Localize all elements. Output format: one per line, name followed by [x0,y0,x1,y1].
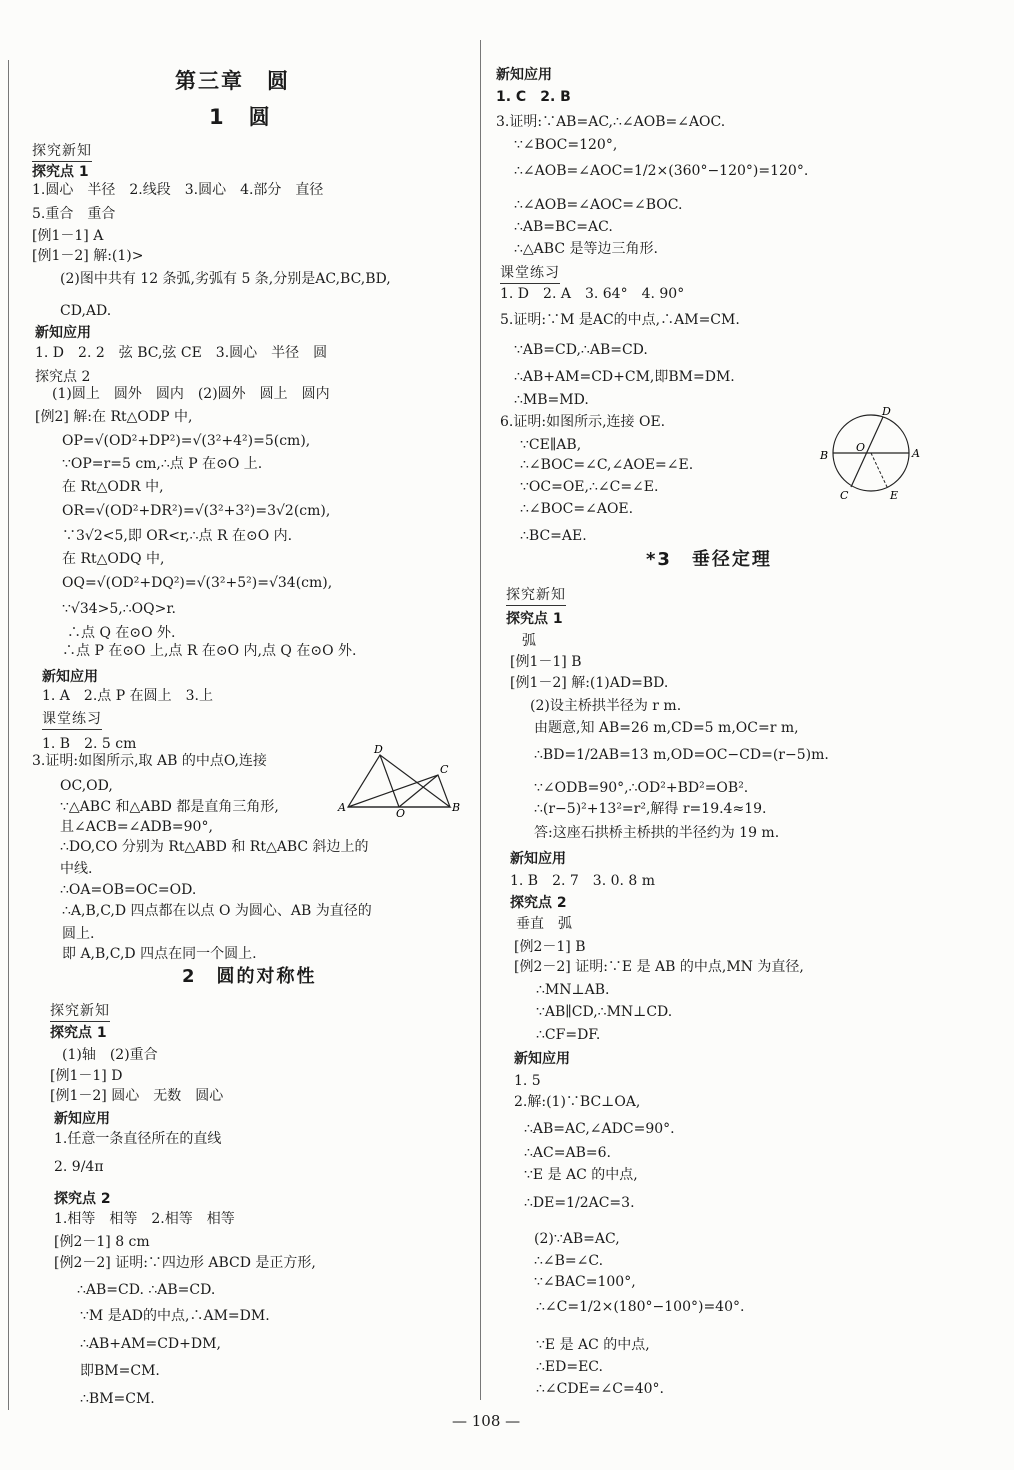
left-lines1-line: 探究新知 [32,142,92,162]
right-lines2-line: 探究新知 [506,586,566,606]
right-lines2-line: ∵∠ODB=90°,∴OD²+BD²=OB². [534,780,749,796]
right-lines1-line: ∴∠AOB=∠AOC=1/2×(360°−120°)=120°. [514,163,809,179]
circle-label-o: O [856,441,866,454]
right-lines2-line: 1. B 2. 7 3. 0. 8 m [510,873,656,889]
right-lines1-line: ∴AB=BC=AC. [514,219,613,235]
left-lines1-line: 探究点 1 [32,164,89,180]
left-lines1-line: OP=√(OD²+DP²)=√(3²+4²)=5(cm), [62,433,311,449]
left-lines1-line: (2)图中共有 12 条弧,劣弧有 5 条,分别是AC,BC,BD, [60,271,391,287]
right-lines1-line: 新知应用 [496,67,552,83]
left-lines1-line: OQ=√(OD²+DQ²)=√(3²+5²)=√34(cm), [62,575,333,591]
left-lines2-line: 探究新知 [50,1002,110,1022]
right-lines1-line: ∴MB=MD. [514,392,589,408]
right-lines2-line: 探究点 2 [510,895,567,911]
right-lines2-line: [例1－2] 解:(1)AD=BD. [510,675,669,691]
right-lines2-line: ∵E 是 AC 的中点, [524,1167,638,1183]
right-lines2-line: ∴∠CDE=∠C=40°. [536,1381,664,1397]
left-lines1-line: 1. A 2.点 P 在圆上 3.上 [42,688,213,704]
right-lines2-line: 新知应用 [510,851,566,867]
left-lines1-line: 3.证明:如图所示,取 AB 的中点O,连接 [32,753,267,769]
left-lines1-line: (1)圆上 圆外 圆内 (2)圆外 圆上 圆内 [52,386,330,402]
left-lines2-line: 新知应用 [54,1111,110,1127]
circle-label-b: B [820,449,829,462]
left-lines1-line: 在 Rt△ODQ 中, [62,551,165,567]
left-lines1-line: 即 A,B,C,D 四点在同一个圆上. [62,946,257,962]
left-lines1-line: 1.圆心 半径 2.线段 3.圆心 4.部分 直径 [32,182,324,198]
left-lines1-line: ∴OA=OB=OC=OD. [60,882,197,898]
right-lines2-line: 1. 5 [514,1073,541,1089]
left-lines1-line: 探究点 2 [35,369,91,385]
right-lines1-line: ∴BC=AE. [520,528,587,544]
left-lines2-line: 1.任意一条直径所在的直线 [54,1131,222,1147]
left-lines1-line: 5.重合 重合 [32,206,116,222]
right-lines1-line: ∴∠BOC=∠C,∠AOE=∠E. [520,457,694,473]
left-lines2-line: [例2－2] 证明:∵四边形 ABCD 是正方形, [54,1255,316,1271]
right-lines1-line: 1. C 2. B [496,89,571,105]
right-lines2-line: ∴∠B=∠C. [534,1253,604,1269]
right-lines2-line: 弧 [522,633,536,649]
left-lines1-line: [例2] 解:在 Rt△ODP 中, [35,409,193,425]
right-lines2-line: ∵AB∥CD,∴MN⊥CD. [536,1004,673,1020]
right-lines2-line: 由题意,知 AB=26 m,CD=5 m,OC=r m, [534,720,799,736]
left-lines1-line: 1. D 2. 2 弦 BC,弦 CE 3.圆心 半径 圆 [35,345,328,361]
left-lines1-line: [例1－2] 解:(1)> [32,248,144,264]
left-lines2-line: [例1－2] 圆心 无数 圆心 [50,1088,224,1104]
right-lines1-line: ∵OC=OE,∴∠C=∠E. [520,479,659,495]
right-lines1-line: 课堂练习 [500,264,560,284]
page-number: — 108 — [452,1412,521,1430]
left-lines1-line: 1. B 2. 5 cm [42,736,137,752]
right-lines1-line: ∴△ABC 是等边三角形. [514,241,658,257]
fig-label-a: A [338,801,346,814]
section-1-title: 1 圆 [209,105,272,129]
right-lines2-line: 答:这座石拱桥主桥拱的半径约为 19 m. [534,825,780,841]
right-lines2-line: 探究点 1 [506,611,563,627]
right-lines2-line: 新知应用 [514,1051,570,1067]
right-lines1-line: ∴∠BOC=∠AOE. [520,501,634,517]
circle-label-d: D [882,405,891,418]
fig-label-d: D [374,745,383,756]
left-lines1-line: 圆上. [62,926,95,942]
left-lines2-line: [例1－1] D [50,1068,123,1084]
left-lines1-line: [例1－1] A [32,228,104,244]
left-lines1-line: 且∠ACB=∠ADB=90°, [60,819,213,835]
right-lines1-line: 3.证明:∵AB=AC,∴∠AOB=∠AOC. [496,114,726,130]
fig-label-o: O [396,807,406,817]
right-lines1-line: 6.证明:如图所示,连接 OE. [500,414,666,430]
right-lines2-line: ∵∠BAC=100°, [534,1274,636,1290]
left-lines1-line: OC,OD, [60,778,113,794]
left-lines1-line: 新知应用 [35,325,91,341]
left-lines1-line: ∵OP=r=5 cm,∴点 P 在⊙O 上. [62,456,263,472]
left-lines2-line: 即BM=CM. [80,1363,160,1379]
column-divider [480,40,481,1400]
left-lines2-line: [例2－1] 8 cm [54,1234,150,1250]
right-lines1-line: ∵CE∥AB, [520,437,582,453]
right-lines2-line: ∵E 是 AC 的中点, [536,1337,650,1353]
right-lines2-line: ∴(r−5)²+13²=r²,解得 r=19.4≈19. [534,801,767,817]
left-margin-line [8,60,9,1410]
section-2-title: 2 圆的对称性 [182,966,317,987]
left-lines1-line: ∵√34>5,∴OQ>r. [62,601,176,617]
left-lines1-line: ∴点 P 在⊙O 上,点 R 在⊙O 内,点 Q 在⊙O 外. [62,643,357,659]
right-lines1-line: ∵∠BOC=120°, [514,137,618,153]
right-lines2-line: ∴MN⊥AB. [536,982,610,998]
section-3-title: *3 垂径定理 [646,549,772,570]
circle-label-a: A [912,447,920,460]
right-lines2-line: [例2－2] 证明:∵E 是 AB 的中点,MN 为直径, [514,959,804,975]
left-lines2-line: ∴BM=CM. [80,1391,155,1407]
left-lines1-line: 在 Rt△ODR 中, [62,479,164,495]
fig-label-c: C [440,763,449,776]
right-lines2-line: ∴CF=DF. [536,1027,601,1043]
left-lines2-line: 探究点 1 [50,1025,107,1041]
left-lines1-line: OR=√(OD²+DR²)=√(3²+3²)=3√2(cm), [62,503,331,519]
right-lines2-line: [例1－1] B [510,654,582,670]
left-lines1-line: CD,AD. [60,303,112,319]
left-lines1-line: ∵3√2<5,即 OR<r,∴点 R 在⊙O 内. [62,528,293,544]
right-lines2-line: ∴ED=EC. [536,1359,603,1375]
circle-label-c: C [840,489,849,502]
right-triangle-figure [334,745,462,817]
left-lines2-line: ∴AB=CD. ∴AB=CD. [77,1282,216,1298]
left-lines2-line: 1.相等 相等 2.相等 相等 [54,1211,235,1227]
circle-label-e: E [890,489,899,502]
right-lines1-line: 1. D 2. A 3. 64° 4. 90° [500,286,685,302]
left-lines2-line: ∴AB+AM=CD+DM, [80,1336,221,1352]
left-lines2-line: 2. 9/4π [54,1159,104,1175]
right-lines1-line: 5.证明:∵M 是AC的中点,∴AM=CM. [500,312,740,328]
circle-figure [816,405,926,505]
right-lines2-line: ∴∠C=1/2×(180°−100°)=40°. [536,1299,745,1315]
left-lines1-line: 中线. [60,861,93,877]
right-lines2-line: (2)设主桥拱半径为 r m. [530,698,682,714]
right-lines2-line: 2.解:(1)∵BC⊥OA, [514,1094,641,1110]
right-lines2-line: 垂直 弧 [516,916,572,932]
right-lines1-line: ∴∠AOB=∠AOC=∠BOC. [514,197,683,213]
right-lines1-line: ∴AB+AM=CD+CM,即BM=DM. [514,369,735,385]
fig-label-b: B [452,801,461,814]
left-lines1-line: 新知应用 [42,669,98,685]
right-lines2-line: ∴DE=1/2AC=3. [524,1195,635,1211]
left-lines1-line: ∴DO,CO 分别为 Rt△ABD 和 Rt△ABC 斜边上的 [60,839,369,855]
chapter-title: 第三章 圆 [175,69,290,93]
right-lines1-line: ∵AB=CD,∴AB=CD. [514,342,648,358]
right-lines2-line: ∴BD=1/2AB=13 m,OD=OC−CD=(r−5)m. [534,747,829,763]
left-lines2-line: 探究点 2 [54,1191,111,1207]
right-lines2-line: (2)∵AB=AC, [534,1231,620,1247]
left-lines1-line: ∵△ABC 和△ABD 都是直角三角形, [60,799,279,815]
right-lines2-line: [例2－1] B [514,939,586,955]
left-lines2-line: (1)轴 (2)重合 [62,1047,158,1063]
left-lines1-line: ∴点 Q 在⊙O 外. [67,625,176,641]
right-lines2-line: ∴AC=AB=6. [524,1145,611,1161]
left-lines1-line: 课堂练习 [42,710,102,730]
left-lines1-line: ∴A,B,C,D 四点都在以点 O 为圆心、AB 为直径的 [62,903,372,919]
left-lines2-line: ∵M 是AD的中点,∴AM=DM. [80,1308,270,1324]
right-lines2-line: ∴AB=AC,∠ADC=90°. [524,1121,675,1137]
